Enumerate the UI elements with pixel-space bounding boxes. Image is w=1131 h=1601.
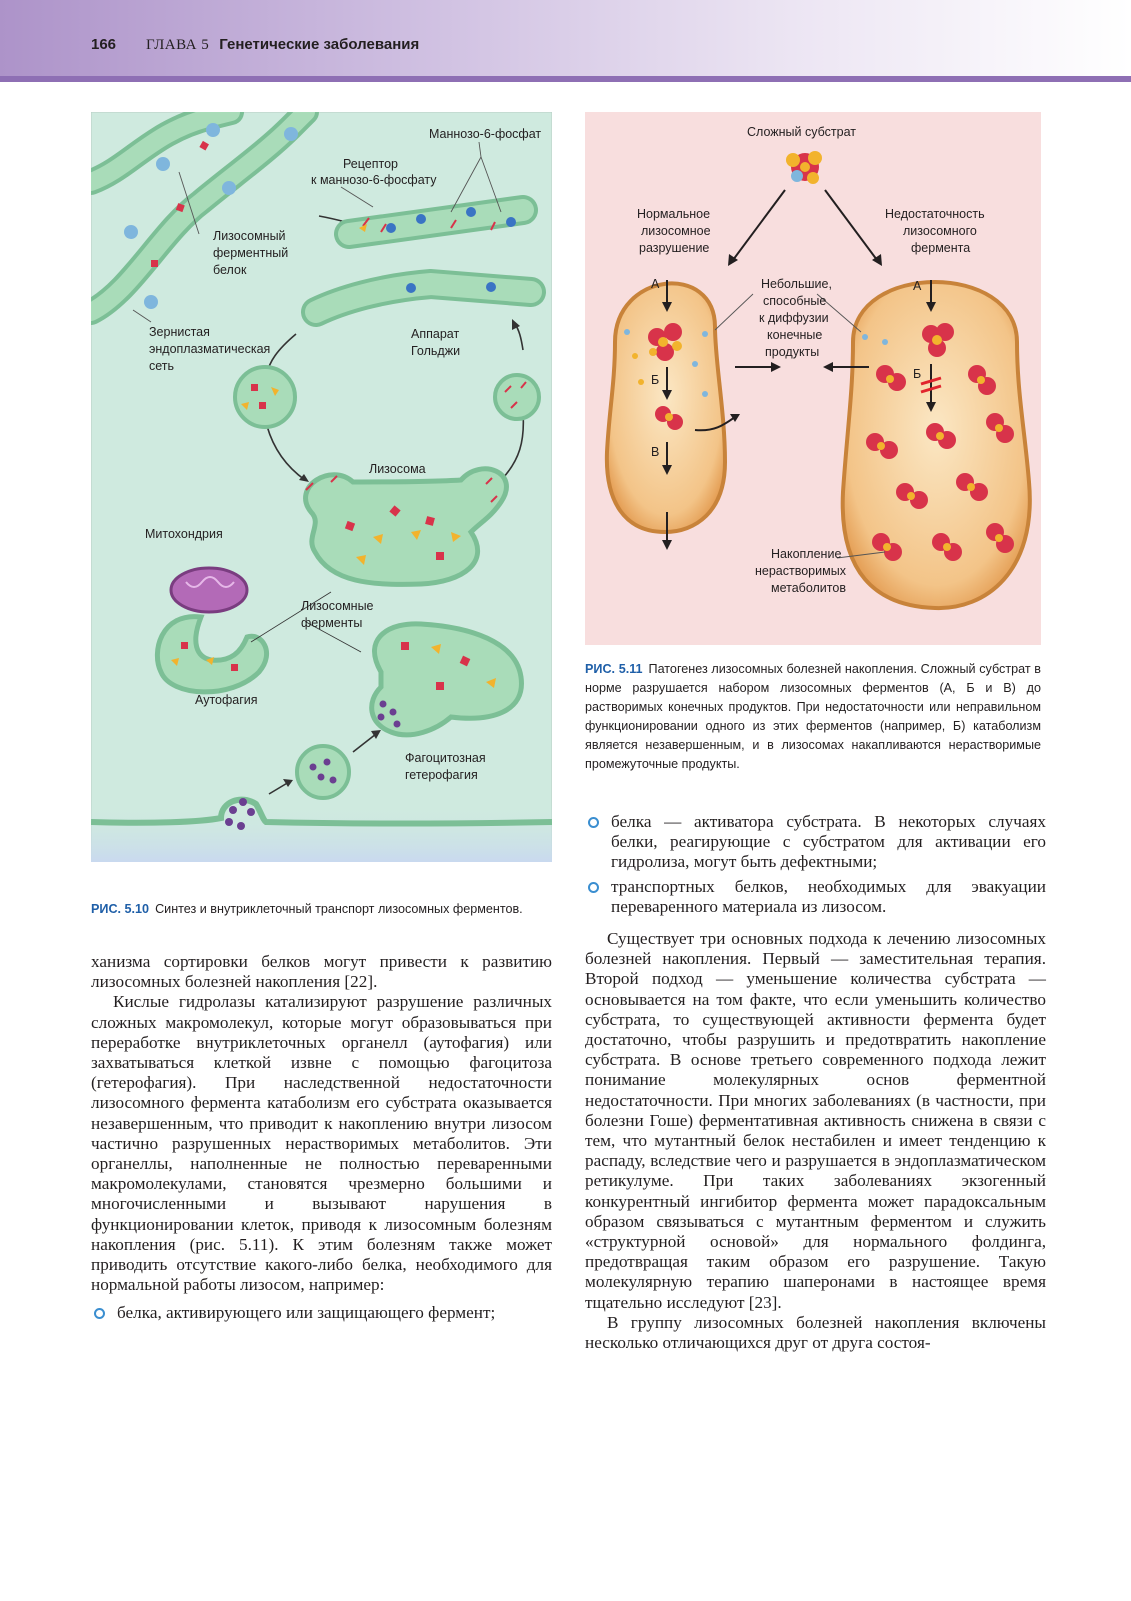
left-column [91, 952, 552, 1328]
figure-5-10-caption [91, 900, 561, 919]
list-item [585, 812, 1046, 873]
label-enzyme-3: белок [213, 263, 247, 277]
label-phagocytosis-1: Фагоцитозная [405, 751, 486, 765]
label-lysosome: Лизосома [369, 462, 426, 476]
label-er-2: эндоплазматическая [149, 342, 271, 356]
right-bullet-list [585, 812, 1046, 917]
chapter-label: ГЛАВА 5 [146, 37, 210, 53]
label-er-1: Зернистая [149, 325, 210, 339]
label-mitochondrion: Митохондрия [145, 527, 223, 541]
label-golgi-2: Гольджи [411, 344, 461, 358]
bullet-icon [588, 882, 599, 893]
label-enzyme-b-normal: Б [651, 373, 660, 387]
label-lysosomal-enzymes-2: ферменты [301, 616, 363, 630]
label-accumulation-2: нерастворимых [755, 564, 846, 578]
list-item [91, 1303, 552, 1323]
figure-5-11-caption [585, 660, 1041, 774]
right-paragraph-1: Существует три основных подхода к лечению лизосомных болезней накопления. Первый — заместительная терапия. Второй подход — уменьшение количества субстрата — основывается на том факте, что если уменьшить количество субстрата, то существующей активности фермента будет достаточно, чтобы разрушить и предотвратить накопление субстрата. В основе третьего современного подхода лежит понимание молекулярных основ ферментной недостаточности. При многих заболеваниях (в частности, при болезни Гоше) ферментативная активность снижена в связи с тем, что мутантный белок нестабилен и имеет тенденцию к распаду, вследствие чего и разрушается в эндоплазматическом ретикулуме. При таких заболеваниях экзогенный конкурентный ингибитор фермента может парадоксальным образом связываться с мутантным ферментом и служить «структурной основой» для нормального фолдинга, предотвращая таким образом его разрушение. Такую молекулярную терапию шаперонами в настоящее время тщательно исследуют [23]. [585, 929, 1046, 1312]
label-mannose-6-phosphate: Маннозо-6-фосфат [429, 127, 542, 141]
bullet-icon [588, 817, 599, 828]
label-small-products-3: к диффузии [759, 311, 829, 325]
figure-5-10-illustration [91, 112, 552, 862]
label-deficiency-3: фермента [911, 241, 971, 255]
label-enzyme-2: ферментный [213, 246, 289, 260]
list-item-text: белка, активирующего или защищающего фермент; [117, 1303, 496, 1323]
left-paragraph-1: ханизма сортировки белков могут привести к развитию лизосомных болезней накопления [22]. [91, 952, 552, 992]
figure-5-10-caption-text: Синтез и внутриклеточный транспорт лизосомных ферментов. [155, 902, 523, 916]
label-normal-2: лизосомное [641, 224, 711, 238]
label-small-products-2: способные [763, 294, 827, 308]
label-deficiency-2: лизосомного [903, 224, 977, 238]
list-item [585, 877, 1046, 917]
label-deficiency-1: Недостаточность [885, 207, 985, 221]
label-enzyme-1: Лизосомный [213, 229, 286, 243]
label-lysosomal-enzymes-1: Лизосомные [301, 599, 374, 613]
list-item-text: транспортных белков, необходимых для эвакуации переваренного материала из лизосом. [611, 876, 1046, 916]
figure-5-11-number: РИС. 5.11 [585, 662, 643, 676]
label-receptor-1: Рецептор [343, 157, 398, 171]
label-autophagy: Аутофагия [195, 693, 258, 707]
label-small-products-4: конечные [767, 328, 823, 342]
left-bullet-list [91, 1303, 552, 1323]
page-number: 166 [91, 36, 117, 53]
figure-5-11 [585, 112, 1041, 645]
label-accumulation-1: Накопление [771, 547, 842, 561]
figure-5-10 [91, 112, 552, 862]
figure-5-11-caption-text: Патогенез лизосомных болезней накопления. Сложный субстрат в норме разрушается набором лизосомных ферментов (А, Б и В) до растворимых конечных продуктов. При недостаточности или неправильном функционировании одного из этих ферментов (например, Б) катаболизм является незавершенным, и в лизосомах накапливаются нерастворимые промежуточные продукты. [585, 662, 1041, 771]
label-phagocytosis-2: гетерофагия [405, 768, 478, 782]
right-paragraph-2: В группу лизосомных болезней накопления включены несколько отличающихся друг от друга состоя- [585, 1312, 1046, 1353]
label-er-3: сеть [149, 359, 175, 373]
label-enzyme-b-deficient: Б [913, 367, 922, 381]
label-golgi-1: Аппарат [411, 327, 460, 341]
figure-5-10-number: РИС. 5.10 [91, 902, 150, 916]
running-header [91, 36, 419, 54]
left-paragraph-2: Кислые гидролазы катализируют разрушение различных сложных макромолекул, которые могут образовываться при переработке внутриклеточных органелл (аутофагия) или захватываться клеткой извне с помощью фагоцитоза (гетерофагия). При наследственной недостаточности лизосомного фермента катаболизм его субстрата оказывается незавершенным, что приводит к накоплению внутри лизосом частично разрушенных нерастворимых метаболитов. Эти органеллы, наполненные не полностью переваренными макромолекулами, становятся чрезмерно большими и многочисленными и вызывают нарушения в функционировании клеток, приводя к лизосомным болезням накопления (рис. 5.11). К этим болезням также может приводить отсутствие какого-либо белка, необходимого для нормальной работы лизосом, например: [91, 992, 552, 1295]
label-receptor-2: к маннозо-6-фосфату [311, 173, 437, 187]
chapter-title: Генетические заболевания [219, 36, 420, 53]
label-normal-3: разрушение [639, 241, 710, 255]
label-enzyme-v-normal: В [651, 445, 660, 459]
list-item-text: белка — активатора субстрата. В некоторых случаях белки, реагирующие с субстратом для активации его гидролиза, могут быть дефектными; [611, 812, 1046, 872]
label-accumulation-3: метаболитов [771, 581, 846, 595]
label-small-products-5: продукты [765, 345, 820, 359]
figure-5-11-illustration [585, 112, 1041, 645]
bullet-icon [94, 1308, 105, 1319]
label-small-products-1: Небольшие, [761, 277, 832, 291]
right-column [585, 808, 1046, 1353]
label-complex-substrate: Сложный субстрат [747, 125, 856, 139]
label-normal-1: Нормальное [637, 207, 711, 221]
label-enzyme-a-normal: А [651, 277, 660, 291]
label-enzyme-a-deficient: А [913, 279, 922, 293]
header-rule [0, 76, 1131, 82]
deficient-lysosome [843, 280, 1030, 608]
